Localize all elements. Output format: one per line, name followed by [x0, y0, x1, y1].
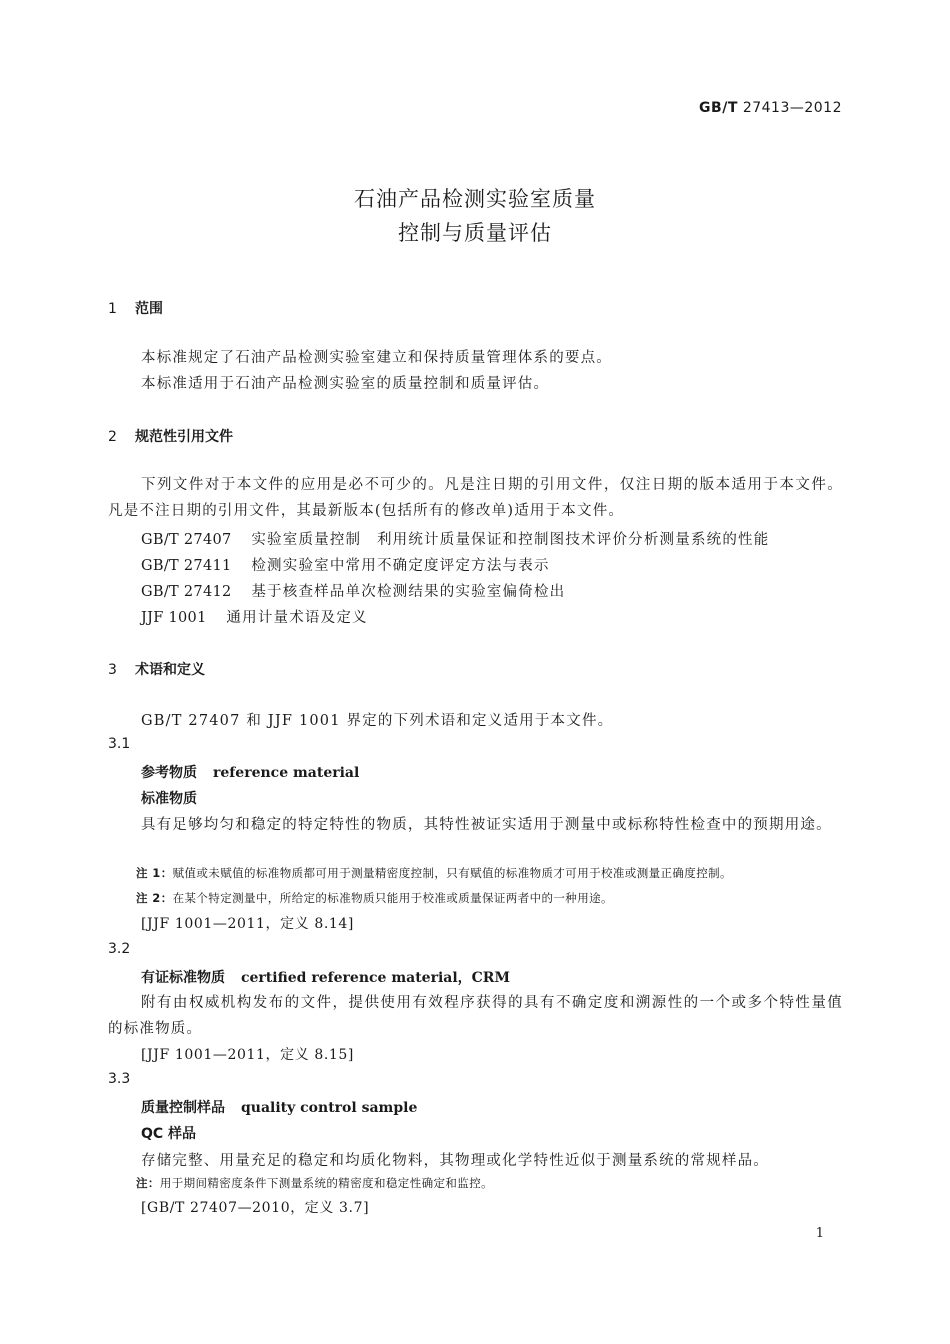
note-text: 用于期间精密度条件下测量系统的精密度和稳定性确定和监控。	[159, 1176, 494, 1190]
term-heading	[141, 1097, 417, 1117]
section-number: 1	[108, 301, 117, 317]
title-line-1: 石油产品检测实验室质量	[354, 187, 596, 211]
term-alt: QC 样品	[141, 1126, 197, 1142]
term-note	[136, 1175, 493, 1191]
term-number: 3.2	[108, 941, 131, 957]
scope-paragraph-2: 本标准适用于石油产品检测实验室的质量控制和质量评估。	[141, 376, 550, 392]
reference-title: 通用计量术语及定义	[226, 610, 368, 626]
standard-prefix: GB/T	[699, 100, 738, 116]
reference-item	[141, 528, 769, 549]
term-alt: 标准物质	[141, 791, 197, 807]
reference-code: GB/T 27412	[141, 584, 232, 600]
standard-code: 27413—2012	[742, 100, 842, 116]
term-zh: 有证标准物质	[141, 970, 225, 986]
term-en: quality control sample	[241, 1100, 418, 1116]
term-note	[136, 865, 732, 881]
note-label: 注 2：	[136, 891, 173, 905]
term-source: [JJF 1001—2011，定义 8.15]	[141, 1047, 354, 1063]
reference-code: JJF 1001	[141, 610, 207, 626]
term-zh: 参考物质	[141, 765, 197, 781]
reference-code: GB/T 27407	[141, 532, 232, 548]
term-en: reference material	[213, 765, 360, 781]
references-intro: 下列文件对于本文件的应用是必不可少的。凡是注日期的引用文件，仅注日期的版本适用于本文件。凡是不注日期的引用文件，其最新版本(包括所有的修改单)适用于本文件。	[108, 477, 843, 519]
document-title	[0, 182, 950, 250]
term-note	[136, 890, 613, 906]
note-label: 注 1：	[136, 866, 173, 880]
title-line-2: 控制与质量评估	[398, 221, 552, 245]
reference-title: 基于核查样品单次检测结果的实验室偏倚检出	[251, 584, 566, 600]
reference-code: GB/T 27411	[141, 558, 232, 574]
section-3-heading	[108, 659, 205, 679]
term-source: [JJF 1001—2011，定义 8.14]	[141, 916, 354, 932]
scope-paragraph-1: 本标准规定了石油产品检测实验室建立和保持质量管理体系的要点。	[141, 350, 612, 366]
reference-item	[141, 606, 368, 627]
term-en: certified reference material，CRM	[241, 970, 510, 986]
terms-intro: GB/T 27407 和 JJF 1001 界定的下列术语和定义适用于本文件。	[141, 713, 614, 729]
section-number: 2	[108, 429, 117, 445]
term-source: [GB/T 27407—2010，定义 3.7]	[141, 1200, 370, 1216]
term-definition: 附有由权威机构发布的文件，提供使用有效程序获得的具有不确定度和溯源性的一个或多个特性量值的标准物质。	[108, 995, 843, 1037]
term-number: 3.3	[108, 1071, 131, 1087]
section-1-heading	[108, 298, 163, 318]
note-text: 在某个特定测量中，所给定的标准物质只能用于校准或质量保证两者中的一种用途。	[172, 891, 613, 905]
section-number: 3	[108, 662, 117, 678]
term-heading	[141, 762, 359, 782]
section-2-heading	[108, 426, 233, 446]
reference-title: 实验室质量控制 利用统计质量保证和控制图技术评价分析测量系统的性能	[251, 532, 770, 548]
term-zh: 质量控制样品	[141, 1100, 225, 1116]
section-title: 范围	[135, 301, 163, 317]
term-definition: 具有足够均匀和稳定的特定特性的物质，其特性被证实适用于测量中或标称特性检查中的预期用途。	[141, 817, 832, 833]
reference-item	[141, 554, 550, 575]
standard-number	[699, 100, 842, 116]
section-title: 规范性引用文件	[135, 429, 233, 445]
note-text: 赋值或未赋值的标准物质都可用于测量精密度控制，只有赋值的标准物质才可用于校准或测量正确度控制。	[172, 866, 732, 880]
section-title: 术语和定义	[135, 662, 205, 678]
note-label: 注：	[136, 1176, 160, 1190]
reference-item	[141, 580, 565, 601]
term-heading	[141, 967, 510, 987]
term-number: 3.1	[108, 736, 131, 752]
page-number: 1	[815, 1226, 824, 1241]
term-definition: 存储完整、用量充足的稳定和均质化物料，其物理或化学特性近似于测量系统的常规样品。	[141, 1153, 769, 1169]
reference-title: 检测实验室中常用不确定度评定方法与表示	[251, 558, 550, 574]
